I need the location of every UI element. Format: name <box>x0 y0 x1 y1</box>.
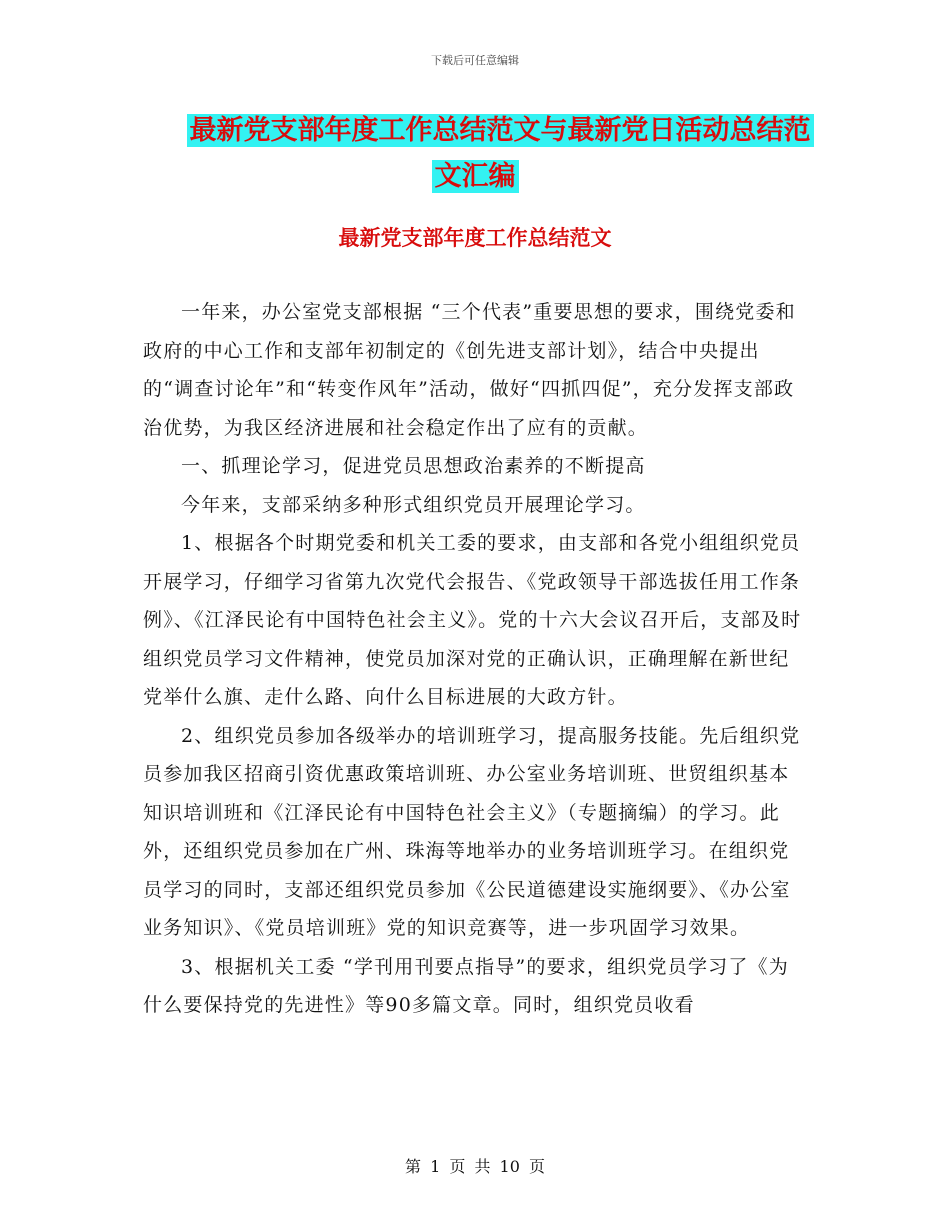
paragraph-heading-1: 一、抓理论学习，促进党员思想政治素养的不断提高 <box>181 455 646 477</box>
title-line-1: 最新党支部年度工作总结范文与最新党日活动总结范 <box>187 114 814 147</box>
section-title: 最新党支部年度工作总结范文 <box>338 225 612 250</box>
paragraph-item-3: 3、根据机关工委 “学刊用刊要点指导”的要求，组织党员学习了《为什么要保持党的先进性》等90多篇文章。同时，组织党员收看 <box>143 955 789 1016</box>
paragraph-item-1: 1、根据各个时期党委和机关工委的要求，由支部和各党小组组织党员开展学习，仔细学习省第九次党代会报告、《党政领导干部选拔任用工作条例》、《江泽民论有中国特色社会主义》。党的十六大会议召开后，支部及时组织党员学习文件精神，使党员加深对党的正确认识，正确理解在新世纪党举什么旗、走什么路、向什么目标进展的大政方针。 <box>143 532 802 708</box>
document-title <box>0 108 950 200</box>
paragraph-intro: 一年来，办公室党支部根据 “三个代表”重要思想的要求，围绕党委和政府的中心工作和支部年初制定的《创先进支部计划》，结合中央提出的“调查讨论年”和“转变作风年”活动，做好“四抓四促”，充分发挥支部政治优势，为我区经济进展和社会稳定作出了应有的贡献。 <box>143 301 796 439</box>
paragraph-item-2: 2、组织党员参加各级举办的培训班学习，提高服务技能。先后组织党员参加我区招商引资优惠政策培训班、办公室业务培训班、世贸组织基本知识培训班和《江泽民论有中国特色社会主义》（专题摘编）的学习。此外，还组织党员参加在广州、珠海等地举办的业务培训班学习。在组织党员学习的同时，支部还组织党员参加《公民道德建设实施纲要》、《办公室业务知识》、《党员培训班》党的知识竞赛等，进一步巩固学习效果。 <box>143 724 801 939</box>
page-number: 第 1 页 共 10 页 <box>405 1157 545 1176</box>
title-line-2: 文汇编 <box>432 160 519 193</box>
header-note: 下载后可任意编辑 <box>431 54 519 67</box>
paragraph-summary: 今年来，支部采纳多种形式组织党员开展理论学习。 <box>181 493 646 516</box>
body-text <box>143 293 808 1025</box>
